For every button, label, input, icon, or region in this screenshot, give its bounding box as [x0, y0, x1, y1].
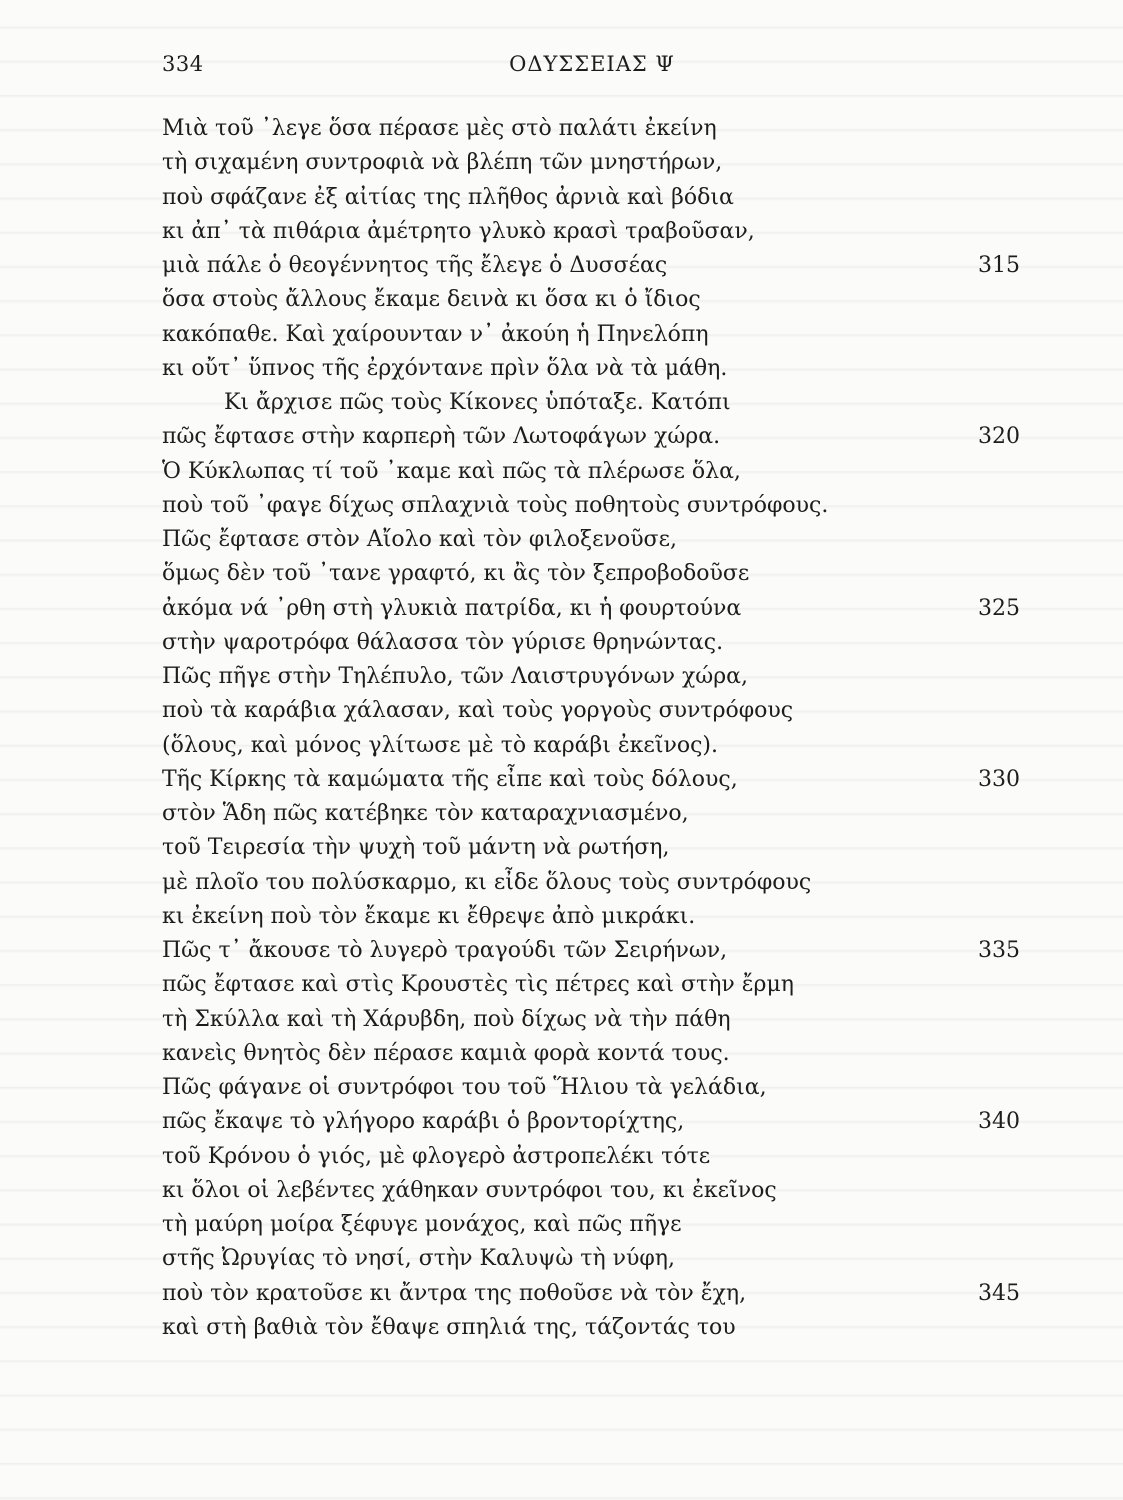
verse-text: κι ὅλοι οἱ λεβέντες χάθηκαν συντρόφοι του, κι ἐκεῖνος — [162, 1177, 777, 1203]
verse-line — [162, 523, 1032, 557]
verse-text: κακόπαθε. Καὶ χαίρουνταν ν᾿ ἀκούη ἡ Πηνελόπη — [162, 321, 709, 347]
verse-text: Πῶς πῆγε στὴν Τηλέπυλο, τῶν Λαιστρυγόνων χώρα, — [162, 664, 749, 689]
verse-line — [162, 1208, 1032, 1242]
verse-line — [162, 1174, 1032, 1208]
verse-line — [162, 729, 1032, 763]
verse-line — [162, 694, 1032, 728]
poem-verses — [162, 112, 1032, 1345]
verse-text: ποὺ σφάζανε ἐξ αἰτίας της πλῆθος ἀρνιὰ καὶ βόδια — [162, 184, 734, 210]
verse-line — [162, 215, 1032, 249]
verse-line — [162, 660, 1032, 694]
verse-text: ὅμως δὲν τοῦ ᾿τανε γραφτό, κι ἂς τὸν ξεπροβοδοῦσε — [162, 561, 750, 587]
line-number: 345 — [978, 1280, 1020, 1306]
verse-line — [162, 249, 1032, 283]
verse-text: τὴ σιχαμένη συντροφιὰ νὰ βλέπη τῶν μνηστήρων, — [162, 150, 723, 176]
page-header — [162, 52, 1022, 86]
verse-text: ὅσα στοὺς ἄλλους ἔκαμε δεινὰ κι ὅσα κι ὁ ἴδιος — [162, 287, 701, 313]
verse-line — [162, 1037, 1032, 1071]
line-number: 335 — [978, 938, 1020, 963]
verse-line — [162, 283, 1032, 317]
verse-text: κι οὔτ᾿ ὕπνος τῆς ἐρχόντανε πρὶν ὅλα νὰ τὰ μάθη. — [162, 355, 728, 381]
line-number: 325 — [978, 595, 1020, 621]
line-number: 340 — [978, 1109, 1020, 1135]
verse-line — [162, 866, 1032, 900]
verse-text: Πῶς τ᾿ ἄκουσε τὸ λυγερὸ τραγούδι τῶν Σειρήνων, — [162, 938, 728, 963]
verse-text: στὴν ψαροτρόφα θάλασσα τὸν γύρισε θρηνώντας. — [162, 629, 724, 655]
verse-text: Πῶς φάγανε οἱ συντρόφοι του τοῦ Ἥλιου τὰ γελάδια, — [162, 1075, 767, 1100]
verse-line — [162, 318, 1032, 352]
verse-line — [162, 420, 1032, 454]
verse-line — [162, 1071, 1032, 1105]
line-number: 315 — [978, 253, 1020, 278]
verse-line — [162, 181, 1032, 215]
verse-line — [162, 968, 1032, 1002]
verse-line — [162, 557, 1032, 591]
verse-line — [162, 352, 1032, 386]
verse-line — [162, 112, 1032, 146]
verse-text: τὴ μαύρη μοίρα ξέφυγε μονάχος, καὶ πῶς πῆγε — [162, 1212, 682, 1237]
verse-text: τοῦ Τειρεσία τὴν ψυχὴ τοῦ μάντη νὰ ρωτήση, — [162, 835, 670, 861]
verse-text: τοῦ Κρόνου ὁ γιός, μὲ φλογερὸ ἀστροπελέκι τότε — [162, 1143, 711, 1169]
verse-line — [162, 386, 1032, 420]
verse-line — [162, 797, 1032, 831]
line-number: 320 — [978, 424, 1020, 450]
verse-text: μὲ πλοῖο του πολύσκαρμο, κι εἶδε ὅλους τοὺς συντρόφους — [162, 869, 812, 895]
line-number: 330 — [978, 766, 1020, 792]
verse-text: Μιὰ τοῦ ᾿λεγε ὅσα πέρασε μὲς στὸ παλάτι ἐκείνη — [162, 116, 717, 141]
verse-text: στῆς Ὠρυγίας τὸ νησί, στὴν Καλυψὼ τὴ νύφη, — [162, 1246, 675, 1272]
verse-text: τὴ Σκύλλα καὶ τὴ Χάρυβδη, ποὺ δίχως νὰ τὴν πάθη — [162, 1006, 731, 1032]
verse-text: μιὰ πάλε ὁ θεογέννητος τῆς ἔλεγε ὁ Δυσσέας — [162, 253, 668, 278]
verse-text: καὶ στὴ βαθιὰ τὸν ἔθαψε σπηλιά της, τάζοντάς του — [162, 1314, 736, 1340]
verse-text: κι ἀπ᾿ τὰ πιθάρια ἀμέτρητο γλυκὸ κρασὶ τραβοῦσαν, — [162, 218, 755, 244]
verse-text: ποὺ τοῦ ᾿φαγε δίχως σπλαχνιὰ τοὺς ποθητοὺς συντρόφους. — [162, 492, 829, 518]
verse-text: κανεὶς θνητὸς δὲν πέρασε καμιὰ φορὰ κοντά τους. — [162, 1040, 730, 1066]
verse-text: κι ἐκείνη ποὺ τὸν ἔκαμε κι ἔθρεψε ἀπὸ μικράκι. — [162, 903, 696, 929]
verse-text: Ὁ Κύκλωπας τί τοῦ ᾿καμε καὶ πῶς τὰ πλέρωσε ὅλα, — [162, 458, 741, 484]
verse-line — [162, 1105, 1032, 1139]
verse-text: ποὺ τὰ καράβια χάλασαν, καὶ τοὺς γοργοὺς συντρόφους — [162, 698, 794, 724]
verse-text: (ὅλους, καὶ μόνος γλίτωσε μὲ τὸ καράβι ἐκεῖνος). — [162, 732, 718, 758]
verse-line — [162, 146, 1032, 180]
page-number: 334 — [162, 52, 204, 76]
verse-text: πῶς ἔφτασε καὶ στὶς Κρουστὲς τὶς πέτρες καὶ στὴν ἔρμη — [162, 972, 794, 998]
verse-line — [162, 1242, 1032, 1276]
verse-line — [162, 626, 1032, 660]
verse-line — [162, 763, 1032, 797]
verse-line — [162, 592, 1032, 626]
verse-line — [162, 1003, 1032, 1037]
verse-line — [162, 934, 1032, 968]
verse-line — [162, 489, 1032, 523]
verse-line — [162, 900, 1032, 934]
verse-line — [162, 455, 1032, 489]
verse-line — [162, 1140, 1032, 1174]
verse-line — [162, 831, 1032, 865]
verse-text: ποὺ τὸν κρατοῦσε κι ἄντρα της ποθοῦσε νὰ τὸν ἔχη, — [162, 1280, 747, 1306]
verse-text: Κι ἄρχισε πῶς τοὺς Κίκονες ὑπόταξε. Κατόπι — [224, 390, 731, 415]
verse-text: πῶς ἔφτασε στὴν καρπερὴ τῶν Λωτοφάγων χώρα. — [162, 424, 721, 450]
running-title: ΟΔΥΣΣΕΙΑΣ Ψ — [509, 52, 675, 76]
verse-text: πῶς ἔκαψε τὸ γλήγορο καράβι ὁ βροντορίχτης, — [162, 1109, 685, 1135]
verse-line — [162, 1277, 1032, 1311]
verse-text: ἀκόμα νά ᾿ρθη στὴ γλυκιὰ πατρίδα, κι ἡ φουρτούνα — [162, 595, 742, 621]
verse-line — [162, 1311, 1032, 1345]
verse-text: Πῶς ἔφτασε στὸν Αἴολο καὶ τὸν φιλοξενοῦσε, — [162, 527, 677, 552]
verse-text: Τῆς Κίρκης τὰ καμώματα τῆς εἶπε καὶ τοὺς δόλους, — [162, 766, 738, 792]
verse-text: στὸν Ἅδη πῶς κατέβηκε τὸν καταραχνιασμένο, — [162, 801, 689, 826]
